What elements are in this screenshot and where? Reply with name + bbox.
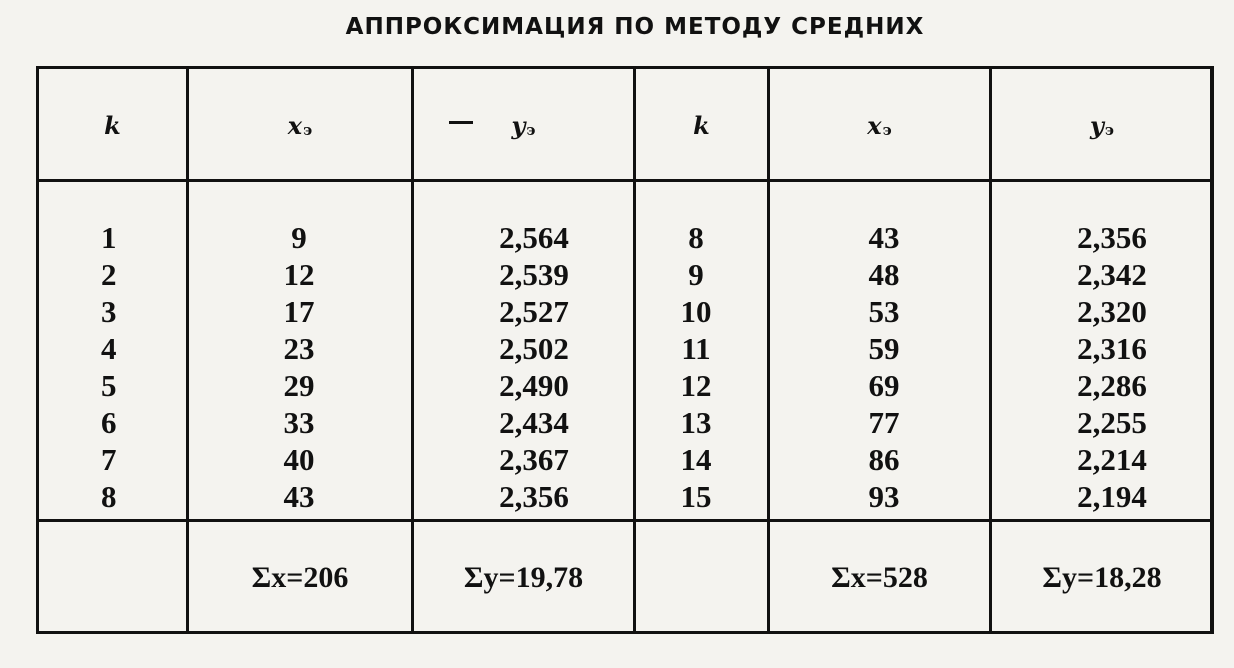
table-cell: 43 <box>868 220 900 255</box>
table-cell: 13 <box>680 405 712 440</box>
header-y-left-main: y <box>511 110 526 140</box>
table-cell: 40 <box>283 442 315 477</box>
header-y-right <box>992 69 1212 181</box>
table-cell: 93 <box>868 479 900 514</box>
table-cell: 2,320 <box>1077 294 1147 329</box>
header-x-left <box>189 69 411 181</box>
header-k-left-text: k <box>104 110 121 140</box>
table-cell: 43 <box>283 479 315 514</box>
sum-x-left: Σx=206 <box>251 561 349 594</box>
table-cell: 5 <box>101 368 117 403</box>
sum-y-left: Σy=19,78 <box>463 561 584 594</box>
left-x-column <box>259 219 339 515</box>
header-x-right <box>770 69 989 181</box>
table-cell: 2,255 <box>1077 405 1147 440</box>
table-cell: 69 <box>868 368 900 403</box>
right-y-column <box>1042 219 1182 515</box>
table-cell: 2,316 <box>1077 331 1147 366</box>
table-cell: 8 <box>101 479 117 514</box>
table-cell: 9 <box>291 220 307 255</box>
table-cell: 12 <box>680 368 712 403</box>
table-cell: 4 <box>101 331 117 366</box>
table-cell: 2,539 <box>499 257 569 292</box>
table-cell: 29 <box>283 368 315 403</box>
header-y-right-sub: э <box>1104 121 1115 139</box>
table-cell: 2,527 <box>499 294 569 329</box>
table-cell: 14 <box>680 442 712 477</box>
table-cell: 77 <box>868 405 900 440</box>
table-cell: 8 <box>688 220 704 255</box>
table-cell: 53 <box>868 294 900 329</box>
table-cell: 2,367 <box>499 442 569 477</box>
table-cell: 2,214 <box>1077 442 1147 477</box>
table-cell: 2,564 <box>499 220 569 255</box>
table-cell: 33 <box>283 405 315 440</box>
table-cell: 2,434 <box>499 405 569 440</box>
page-title: АППРОКСИМАЦИЯ ПО МЕТОДУ СРЕДНИХ <box>345 14 925 40</box>
table-cell: 2 <box>101 257 117 292</box>
sum-y-right: Σy=18,28 <box>1042 561 1162 594</box>
table-cell: 48 <box>868 257 900 292</box>
left-k-column <box>101 219 141 515</box>
table-cell: 2,286 <box>1077 368 1147 403</box>
left-y-column <box>464 219 604 515</box>
table-cell: 12 <box>283 257 315 292</box>
table-cell: 17 <box>283 294 315 329</box>
table-cell: 2,490 <box>499 368 569 403</box>
header-k-right-text: k <box>693 110 710 140</box>
ink-dash-mark <box>449 121 473 124</box>
table-cell: 2,342 <box>1077 257 1147 292</box>
table-cell: 7 <box>101 442 117 477</box>
table-cell: 15 <box>680 479 712 514</box>
header-y-left <box>414 69 633 181</box>
right-x-column <box>844 219 924 515</box>
header-k-right <box>636 69 767 181</box>
approximation-table <box>36 66 1214 634</box>
header-x-right-main: x <box>867 110 882 140</box>
right-k-column <box>661 219 731 515</box>
header-x-left-sub: э <box>303 121 313 139</box>
header-k-left <box>39 69 186 181</box>
table-cell: 23 <box>283 331 315 366</box>
header-y-right-main: y <box>1089 110 1104 140</box>
table-cell: 3 <box>101 294 117 329</box>
header-y-left-sub: э <box>526 121 536 139</box>
table-cell: 10 <box>680 294 712 329</box>
table-cell: 1 <box>101 220 117 255</box>
header-x-left-main: x <box>287 110 303 140</box>
table-cell: 86 <box>868 442 900 477</box>
table-cell: 2,356 <box>499 479 569 514</box>
sum-x-right: Σx=528 <box>831 561 928 594</box>
header-x-right-sub: э <box>882 121 892 139</box>
table-cell: 6 <box>101 405 117 440</box>
table-cell: 59 <box>868 331 900 366</box>
table-cell: 2,194 <box>1077 479 1147 514</box>
table-cell: 11 <box>681 331 711 366</box>
table-cell: 2,502 <box>499 331 569 366</box>
table-cell: 2,356 <box>1077 220 1147 255</box>
table-cell: 9 <box>688 257 704 292</box>
